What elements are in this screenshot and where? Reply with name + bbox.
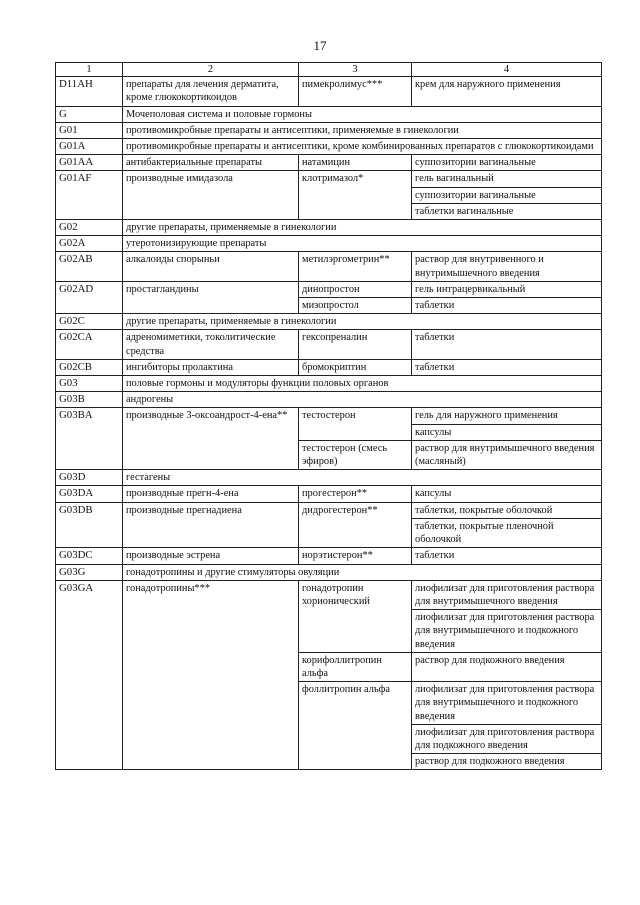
atc-code-cell: G02A [56,236,123,252]
drug-name-cell: динопростон [299,281,412,297]
pharmacological-group-cell: производные 3-оксоандрост-4-ена** [123,408,299,470]
atc-code-cell: G02 [56,220,123,236]
atc-code-cell: G03BA [56,408,123,470]
dosage-form-cell: гель интрацервикальный [412,281,602,297]
dosage-form-cell: таблетки [412,298,602,314]
dosage-form-cell: лиофилизат для приготовления раствора для внутримышечного и подкожного введения [412,610,602,653]
drug-name-cell: дидрогестерон** [299,502,412,548]
section-title-cell: противомикробные препараты и антисептики, применяемые в гинекологии [123,122,602,138]
atc-code-cell: G01A [56,139,123,155]
table-row [56,106,602,122]
table-row [56,470,602,486]
drug-name-cell: бромокриптин [299,359,412,375]
atc-code-cell: G02CB [56,359,123,375]
dosage-form-cell: лиофилизат для приготовления раствора для внутримышечного введения [412,580,602,609]
dosage-form-cell: раствор для внутримышечного введения (масляный) [412,440,602,469]
section-title-cell: противомикробные препараты и антисептики, кроме комбинированных препаратов с глюкокортикоидами [123,139,602,155]
atc-code-cell: G01 [56,122,123,138]
drug-classification-table [55,62,602,770]
page-number: 17 [313,38,327,53]
table-row [56,122,602,138]
drug-name-cell: гексопреналин [299,330,412,359]
dosage-form-cell: капсулы [412,424,602,440]
column-header: 4 [412,63,602,77]
drug-name-cell: тестостерон (смесь эфиров) [299,440,412,469]
table-row [56,236,602,252]
table-row [56,314,602,330]
table-row [56,139,602,155]
atc-code-cell: G01AA [56,155,123,171]
table-row [56,580,602,609]
dosage-form-cell: таблетки, покрытые оболочкой [412,502,602,518]
drug-name-cell: норэтистерон** [299,548,412,564]
dosage-form-cell: раствор для внутривенного и внутримышечного введения [412,252,602,281]
atc-code-cell: G03B [56,392,123,408]
section-title-cell: гестагены [123,470,602,486]
pharmacological-group-cell: адреномиметики, токолитические средства [123,330,299,359]
pharmacological-group-cell: антибактериальные препараты [123,155,299,171]
section-title-cell: гонадотропины и другие стимуляторы овуляции [123,564,602,580]
dosage-form-cell: крем для наружного применения [412,77,602,106]
table-row [56,548,602,564]
atc-code-cell: G [56,106,123,122]
atc-code-cell: G03G [56,564,123,580]
atc-code-cell: G02AB [56,252,123,281]
atc-code-cell: G03 [56,376,123,392]
pharmacological-group-cell: производные прегнадиена [123,502,299,548]
table-row [56,281,602,297]
drug-name-cell: клотримазол* [299,171,412,220]
table-row [56,376,602,392]
pharmacological-group-cell: производные прегн-4-ена [123,486,299,502]
dosage-form-cell: гель вагинальный [412,171,602,187]
dosage-form-cell: лиофилизат для приготовления раствора для внутримышечного и подкожного введения [412,682,602,725]
section-title-cell: другие препараты, применяемые в гинекологии [123,220,602,236]
atc-code-cell: G02CA [56,330,123,359]
atc-code-cell: G03DA [56,486,123,502]
section-title-cell: другие препараты, применяемые в гинекологии [123,314,602,330]
drug-name-cell: пимекролимус*** [299,77,412,106]
table-row [56,564,602,580]
atc-code-cell: G03GA [56,580,123,770]
dosage-form-cell: суппозитории вагинальные [412,187,602,203]
table-row [56,408,602,424]
table-row [56,155,602,171]
dosage-form-cell: гель для наружного применения [412,408,602,424]
table-body [56,77,602,770]
pharmacological-group-cell: простагландины [123,281,299,313]
table-row [56,392,602,408]
drug-name-cell: натамицин [299,155,412,171]
table-row [56,252,602,281]
drug-name-cell: мизопростол [299,298,412,314]
dosage-form-cell: таблетки [412,330,602,359]
dosage-form-cell: капсулы [412,486,602,502]
column-header: 3 [299,63,412,77]
pharmacological-group-cell: гонадотропины*** [123,580,299,770]
section-title-cell: андрогены [123,392,602,408]
atc-code-cell: G02AD [56,281,123,313]
atc-code-cell: G01AF [56,171,123,220]
dosage-form-cell: таблетки [412,548,602,564]
dosage-form-cell: таблетки [412,359,602,375]
table-row [56,220,602,236]
atc-code-cell: G02C [56,314,123,330]
dosage-form-cell: таблетки, покрытые пленочной оболочкой [412,518,602,547]
dosage-form-cell: таблетки вагинальные [412,203,602,219]
drug-name-cell: прогестерон** [299,486,412,502]
atc-code-cell: G03DB [56,502,123,548]
drug-name-cell: гонадотропин хорионический [299,580,412,652]
table-row [56,486,602,502]
drug-name-cell: фоллитропин альфа [299,682,412,770]
drug-name-cell: тестостерон [299,408,412,440]
pharmacological-group-cell: алкалоиды спорыньи [123,252,299,281]
table-row [56,171,602,187]
dosage-form-cell: раствор для подкожного введения [412,754,602,770]
column-header: 1 [56,63,123,77]
table-row [56,77,602,106]
dosage-form-cell: суппозитории вагинальные [412,155,602,171]
pharmacological-group-cell: производные имидазола [123,171,299,220]
table-row [56,330,602,359]
table-header-row [56,63,602,77]
dosage-form-cell: лиофилизат для приготовления раствора для подкожного введения [412,724,602,753]
atc-code-cell: D11AH [56,77,123,106]
drug-name-cell: метилэргометрин** [299,252,412,281]
column-header: 2 [123,63,299,77]
table-row [56,502,602,518]
pharmacological-group-cell: производные эстрена [123,548,299,564]
section-title-cell: половые гормоны и модуляторы функции половых органов [123,376,602,392]
section-title-cell: Мочеполовая система и половые гормоны [123,106,602,122]
pharmacological-group-cell: препараты для лечения дерматита, кроме глюкокортикоидов [123,77,299,106]
drug-name-cell: корифоллитропин альфа [299,652,412,681]
atc-code-cell: G03DC [56,548,123,564]
atc-code-cell: G03D [56,470,123,486]
pharmacological-group-cell: ингибиторы пролактина [123,359,299,375]
section-title-cell: утеротонизирующие препараты [123,236,602,252]
table-row [56,359,602,375]
dosage-form-cell: раствор для подкожного введения [412,652,602,681]
